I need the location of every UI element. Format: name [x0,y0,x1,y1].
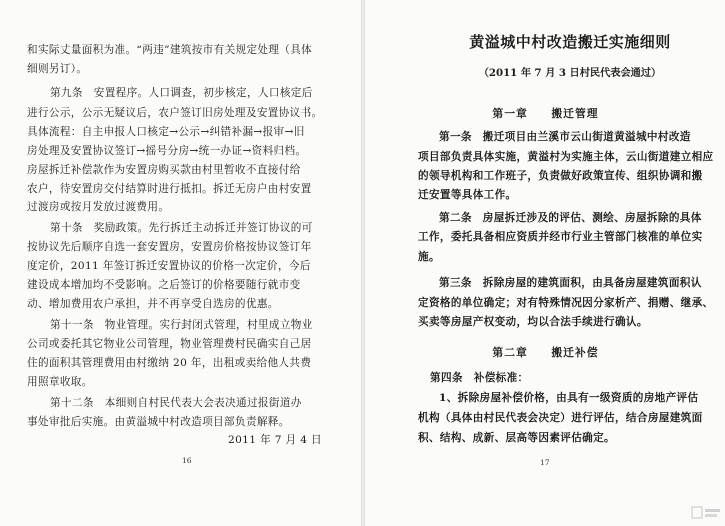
document-title: 黄溢城中村改造搬迁实施细则 [469,33,671,51]
right-line-11: 第四条 补偿标准： [430,372,529,384]
right-line-9: 定资格的单位确定；对有特殊情况因分家析产、捐赠、继承、 [418,297,714,309]
left-date: 2011 年 7 月 4 日 [228,434,322,446]
left-line-9: 过渡房或按月发放过渡费用。 [27,201,170,213]
left-line-4: 进行公示，公示无疑议后，农户签订旧房处理及安置协议书。 [27,107,323,119]
left-line-19: 第十二条 本细则自村民代表大会表决通过报街道办 [50,397,302,409]
left-line-6: 房处理及安置协议签订→摇号分房→统一办证→资料归档。 [27,145,307,157]
left-line-20: 事处审批后实施。由黄溢城中村改造项目部负责解释。 [27,416,290,428]
right-line-1: 第一条 搬迁项目由兰溪市云山街道黄溢城中村改造 [439,131,691,143]
right-line-7: 施。 [418,251,440,263]
right-line-3: 的领导机构和工作班子，负责做好政策宣传、组织协调和搬 [418,170,703,182]
right-page-number: 17 [540,458,550,467]
right-line-14: 积、结构、成新、层高等因素评估确定。 [418,432,615,444]
right-line-10: 买卖等房屋产权变动，均以合法手续进行确认。 [418,316,648,328]
right-line-8: 第三条 拆除房屋的建筑面积，由具备房屋建筑面积认 [439,277,702,289]
left-line-3: 第九条 安置程序。人口调查，初步核定，人口核定后 [50,87,313,99]
watermark-logo [691,504,721,522]
chapter-2-heading: 第二章 搬迁补偿 [492,346,599,359]
left-line-12: 度定价，2011 年签订拆迁安置协议的价格一次定价，今后 [27,260,311,272]
watermark-icon [691,504,721,522]
left-page-number: 16 [182,456,192,465]
chapter-1-heading: 第一章 搬迁管理 [492,107,599,120]
right-line-13: 机构（具体由村民代表会决定）进行评估，结合房屋建筑面 [418,412,703,424]
left-line-7: 房屋拆迁补偿款作为安置房购买款由村里暂收不直接付给 [27,164,301,176]
left-line-16: 公司或委托其它物业公司管理，物业管理费村民确实自己居 [27,338,312,350]
left-line-14: 动、增加费用农户承担，并不再享受自选房的优惠。 [27,298,279,310]
book-gutter [361,0,365,526]
right-page [366,0,725,526]
right-line-2: 项目部负责具体实施，黄溢村为实施主体，云山街道建立相应 [418,151,714,163]
right-line-12: 1、拆除房屋补偿价格，由具有一级资质的房地产评估 [439,392,699,404]
left-line-17: 住的面积其管理费用由村缴纳 20 年，出租或卖给他人共费 [27,357,312,369]
left-line-2: 细则另订）。 [27,63,88,75]
left-line-13: 建设成本增加均不受影响。之后签订的价格要随行就市变 [27,279,301,291]
left-line-11: 按协议先后顺序自选一套安置房，安置房价格按协议签订年 [27,241,312,253]
right-line-6: 工作，委托具备相应资质并经市行业主管部门核准的单位实 [418,231,703,243]
left-line-5: 具体流程：自主申报人口核定→公示→纠错补漏→报审→旧 [27,126,305,138]
document-subtitle: （2011 年 7 月 3 日村民代表会通过） [478,67,662,79]
left-line-8: 农户，待安置房交付结算时进行抵扣。拆迁无房户由村安置 [27,183,312,195]
left-line-1: 和实际丈量面积为准。“两违”建筑按市有关规定处理（具体 [27,44,313,56]
left-page [0,0,360,526]
right-line-5: 第二条 房屋拆迁涉及的评估、测绘、房屋拆除的具体 [439,212,702,224]
right-line-4: 迁安置等具体工作。 [418,189,517,201]
left-line-18: 用照章收取。 [27,376,93,388]
left-line-15: 第十一条 物业管理。实行封闭式管理，村里成立物业 [50,319,313,331]
left-line-10: 第十条 奖励政策。先行拆迁主动拆迁并签订协议的可 [50,222,313,234]
